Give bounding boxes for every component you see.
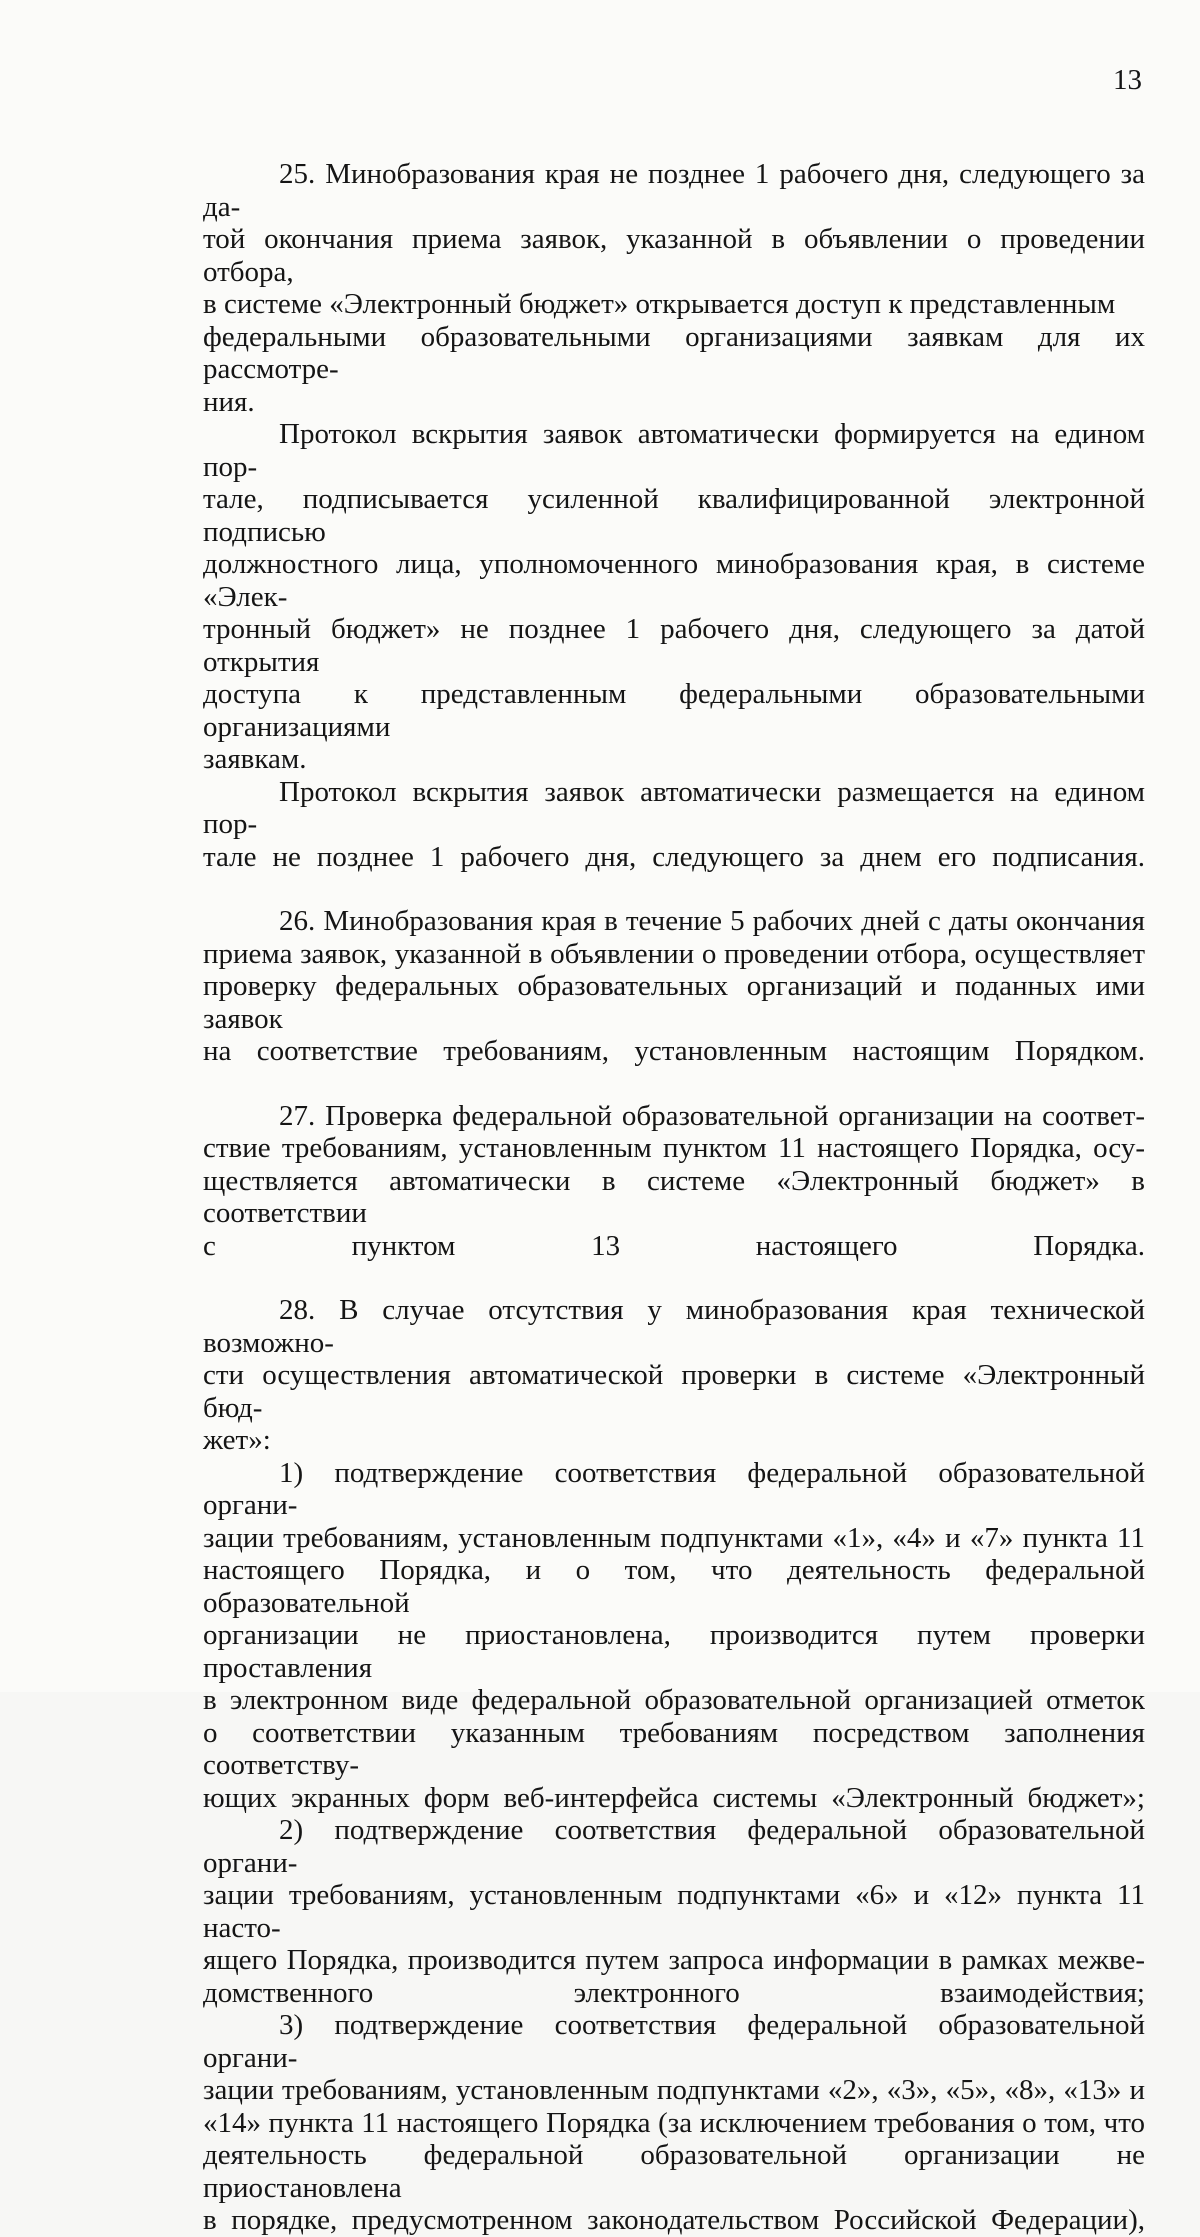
text-line: проверку федеральных образовательных организаций и поданных ими заявок: [203, 970, 1145, 1035]
paragraph-28: [203, 1294, 1145, 1457]
text-line: тале, подписывается усиленной квалифицированной электронной подписью: [203, 483, 1145, 548]
text-line: тале не позднее 1 рабочего дня, следующего за днем его подписания.: [203, 840, 1145, 873]
paragraph-gap: [203, 873, 1145, 905]
text-line: в электронном виде федеральной образовательной организацией отметок: [203, 1684, 1145, 1716]
text-line: жет»:: [203, 1424, 271, 1456]
text-line: тронный бюджет» не позднее 1 рабочего дня, следующего за датой открытия: [203, 613, 1145, 678]
text-line: Протокол вскрытия заявок автоматически размещается на едином пор-: [203, 775, 1145, 840]
text-line: домственного электронного взаимодействия;: [203, 1976, 1145, 2009]
paragraph-28-item-3: [203, 2009, 1145, 2237]
page-number: 13: [1113, 64, 1142, 96]
text-line: должностного лица, уполномоченного минобразования края, в системе «Элек-: [203, 548, 1145, 613]
paragraph-gap: [203, 1262, 1145, 1294]
text-line: зации требованиям, установленным подпунктами «2», «3», «5», «8», «13» и: [203, 2074, 1145, 2106]
text-line: ния.: [203, 385, 255, 418]
text-line: с пунктом 13 настоящего Порядка.: [203, 1229, 1145, 1262]
paragraph-27: [203, 1100, 1145, 1263]
paragraph-28-item-2: [203, 1814, 1145, 2009]
text-line: деятельность федеральной образовательной организации не приостановлена: [203, 2139, 1145, 2204]
text-line: организации не приостановлена, производится путем проверки проставления: [203, 1619, 1145, 1684]
paragraph-25-protocol-signing: [203, 418, 1145, 776]
text-line: заявкам.: [203, 743, 307, 775]
text-line: ствие требованиям, установленным пунктом 11 настоящего Порядка, осу-: [203, 1132, 1145, 1164]
text-line: зации требованиям, установленным подпунктами «1», «4» и «7» пункта 11: [203, 1521, 1145, 1554]
text-line: приема заявок, указанной в объявлении о проведении отбора, осуществляет: [203, 937, 1145, 970]
text-line: о соответствии указанным требованиям посредством заполнения соответству-: [203, 1716, 1145, 1781]
paragraph-28-item-1: [203, 1457, 1145, 1815]
text-line: 27. Проверка федеральной образовательной организации на соответ-: [279, 1099, 1145, 1132]
text-line: доступа к представленным федеральными образовательными организациями: [203, 678, 1145, 743]
text-line: Протокол вскрытия заявок автоматически формируется на едином пор-: [203, 418, 1145, 483]
text-line: на соответствие требованиям, установленным настоящим Порядком.: [203, 1035, 1145, 1067]
text-line: 25. Минобразования края не позднее 1 рабочего дня, следующего за да-: [203, 158, 1145, 223]
text-line: 2) подтверждение соответствия федеральной образовательной органи-: [203, 1814, 1145, 1879]
text-line: зации требованиям, установленным подпунктами «6» и «12» пункта 11 насто-: [203, 1879, 1145, 1944]
text-line: ящего Порядка, производится путем запроса информации в рамках межве-: [203, 1944, 1145, 1976]
text-line: 3) подтверждение соответствия федеральной образовательной органи-: [203, 2009, 1145, 2074]
text-line: сти осуществления автоматической проверки в системе «Электронный бюд-: [203, 1359, 1145, 1424]
text-line: федеральными образовательными организациями заявкам для их рассмотре-: [203, 320, 1145, 385]
text-line: 1) подтверждение соответствия федеральной образовательной органи-: [203, 1456, 1145, 1521]
text-line: той окончания приема заявок, указанной в объявлении о проведении отбора,: [203, 223, 1145, 288]
text-line: «14» пункта 11 настоящего Порядка (за исключением требования о том, что: [203, 2106, 1145, 2139]
text-line: 28. В случае отсутствия у минобразования края технической возможно-: [203, 1294, 1145, 1359]
text-line: настоящего Порядка, и о том, что деятельность федеральной образовательной: [203, 1554, 1145, 1619]
document-body: [203, 158, 1145, 2237]
paragraph-26: [203, 905, 1145, 1068]
text-line: в системе «Электронный бюджет» открывается доступ к представленным: [203, 288, 1116, 320]
text-line: ющих экранных форм веб-интерфейса системы «Электронный бюджет»;: [203, 1781, 1145, 1814]
text-line: 26. Минобразования края в течение 5 рабочих дней с даты окончания: [279, 905, 1145, 937]
text-line: в порядке, предусмотренном законодательством Российской Федерации),: [203, 2204, 1145, 2236]
paragraph-25-protocol-posting: [203, 776, 1145, 874]
paragraph-25: [203, 158, 1145, 418]
text-line: ществляется автоматически в системе «Электронный бюджет» в соответствии: [203, 1164, 1145, 1229]
paragraph-gap: [203, 1068, 1145, 1100]
